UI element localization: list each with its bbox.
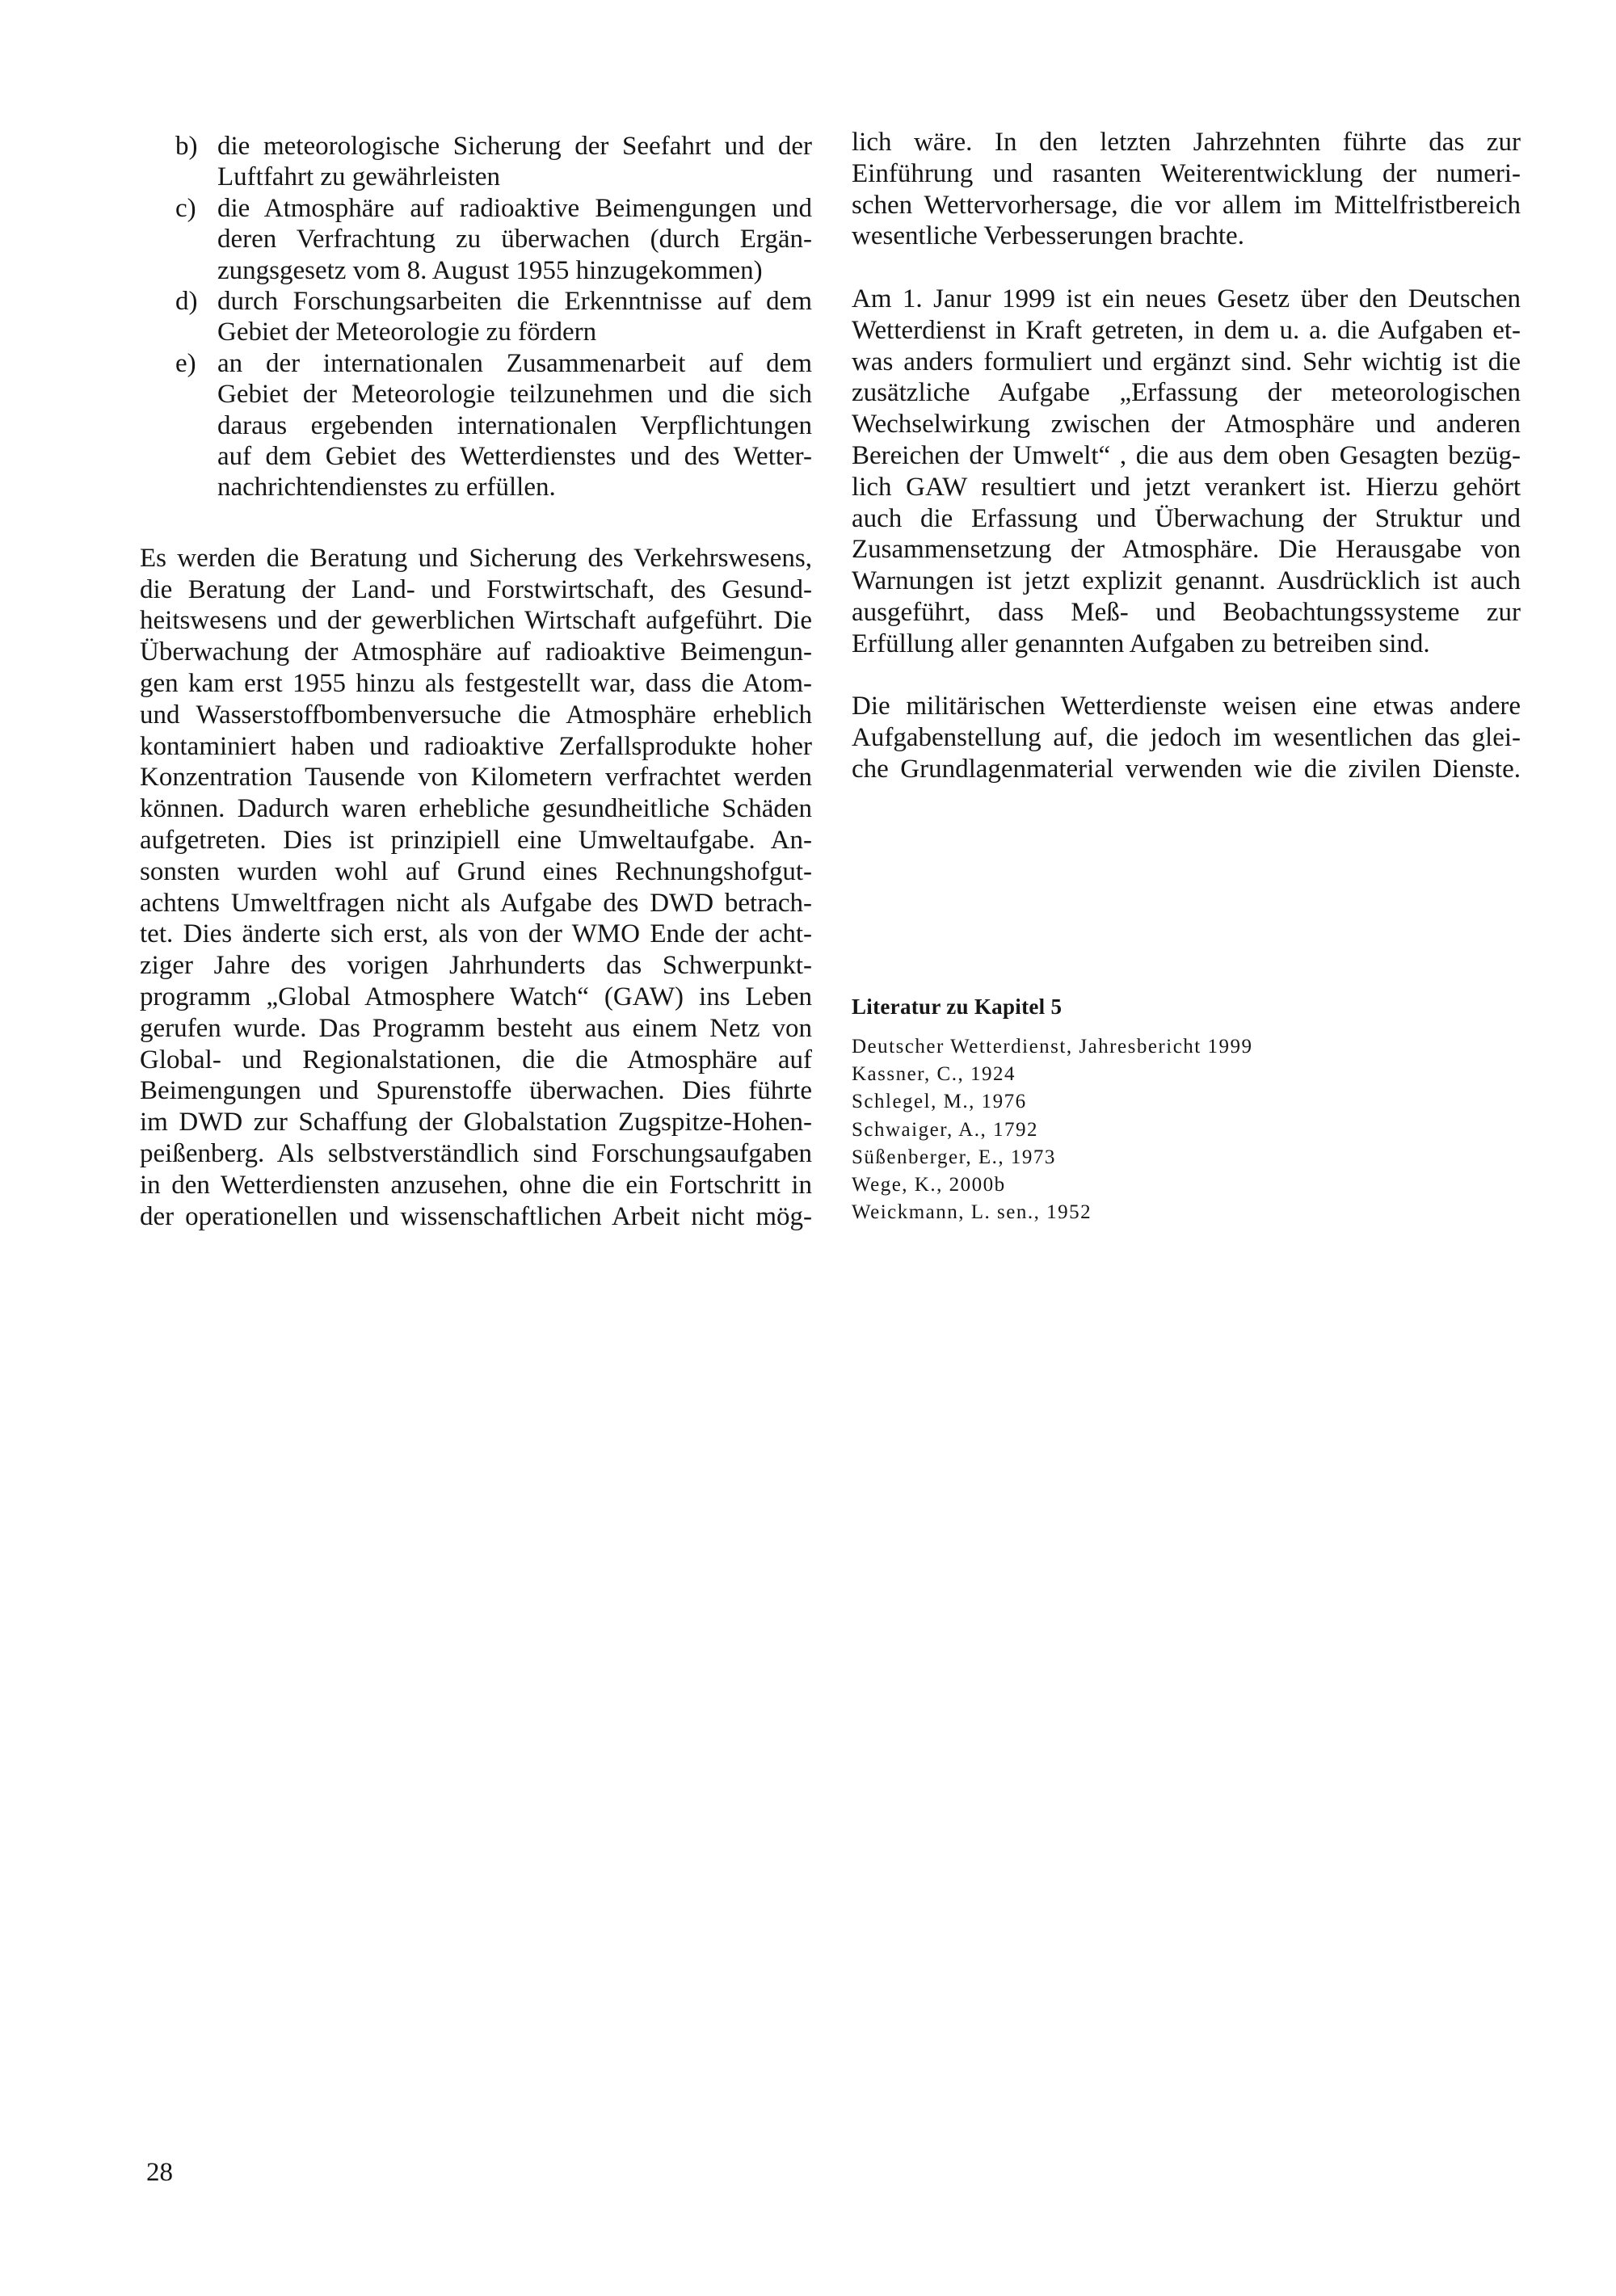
body-paragraph: [852, 284, 1521, 660]
body-paragraph: [852, 691, 1521, 784]
paragraph-line: zusätzliche Aufgabe „Erfassung der meteorologischen: [852, 378, 1521, 408]
paragraph-line: Global- und Regionalstationen, die die Atmosphäre auf: [140, 1045, 812, 1074]
paragraph-line: Es werden die Beratung und Sicherung des Verkehrswesens,: [140, 543, 812, 573]
paragraph-line: ziger Jahre des vorigen Jahrhunderts das Schwerpunkt-: [140, 951, 812, 981]
list-item-line: nachrichtendienstes zu erfüllen.: [217, 473, 556, 503]
list-item-label: e): [175, 348, 196, 378]
list-item-line: zungsgesetz vom 8. August 1955 hinzugekommen): [217, 255, 763, 285]
paragraph-line: Am 1. Janur 1999 ist ein neues Gesetz über den Deutschen: [852, 284, 1521, 313]
paragraph-line: auch die Erfassung und Überwachung der Struktur und: [852, 503, 1521, 533]
paragraph-line: wesentliche Verbesserungen brachte.: [852, 221, 1244, 251]
paragraph-line: Die militärischen Wetterdienste weisen eine etwas andere: [852, 692, 1521, 721]
paragraph-line: Konzentration Tausende von Kilometern verfrachtet werden: [140, 763, 812, 793]
list-item-line: durch Forschungsarbeiten die Erkenntnisse auf dem: [217, 287, 812, 317]
paragraph-line: sonsten wurden wohl auf Grund eines Rechnungshofgut-: [140, 856, 812, 886]
reference-item: Deutscher Wetterdienst, Jahresbericht 1999: [852, 1036, 1253, 1058]
list-item-line: auf dem Gebiet des Wetterdienstes und des Wetter-: [217, 442, 812, 472]
paragraph-line: Aufgabenstellung auf, die jedoch im wesentlichen das glei-: [852, 723, 1521, 753]
list-item-line: die meteorologische Sicherung der Seefahrt und der: [217, 132, 812, 161]
list-item-b: [140, 131, 812, 193]
paragraph-line: achtens Umweltfragen nicht als Aufgabe des DWD betrach-: [140, 888, 812, 918]
paragraph-line: heitswesens und der gewerblichen Wirtschaft aufgeführt. Die: [140, 606, 812, 636]
paragraph-line: Bereichen der Umwelt“ , die aus dem oben Gesagten bezüg-: [852, 440, 1521, 470]
task-list: [140, 131, 812, 503]
reference-item: Schwaiger, A., 1792: [852, 1118, 1038, 1141]
paragraph-line: in den Wetterdiensten anzusehen, ohne die ein Fortschritt in: [140, 1170, 812, 1200]
paragraph-line: Erfüllung aller genannten Aufgaben zu betreiben sind.: [852, 629, 1430, 658]
paragraph-line: lich GAW resultiert und jetzt verankert ist. Hierzu gehört: [852, 472, 1521, 502]
paragraph-line: Einführung und rasanten Weiterentwicklung der numeri-: [852, 158, 1521, 188]
paragraph-line: kontaminiert haben und radioaktive Zerfallsprodukte hoher: [140, 731, 812, 761]
paragraph-line: programm „Global Atmosphere Watch“ (GAW) ins Leben: [140, 982, 812, 1012]
paragraph-line: Wechselwirkung zwischen der Atmosphäre und anderen: [852, 410, 1521, 439]
paragraph-line: Zusammensetzung der Atmosphäre. Die Herausgabe von: [852, 535, 1521, 565]
paragraph-line: Wetterdienst in Kraft getreten, in dem u. a. die Aufgaben et-: [852, 315, 1521, 345]
reference-item: Süßenberger, E., 1973: [852, 1146, 1056, 1168]
body-paragraph: [140, 543, 812, 1233]
list-item-line: daraus ergebenden internationalen Verpflichtungen: [217, 410, 812, 440]
paragraph-line: tet. Dies änderte sich erst, als von der WMO Ende der acht-: [140, 919, 812, 949]
paragraph-line: Beimengungen und Spurenstoffe überwachen. Dies führte: [140, 1076, 812, 1106]
paragraph-line: gen kam erst 1955 hinzu als festgestellt war, dass die Atom-: [140, 669, 812, 699]
list-item-line: Gebiet der Meteorologie zu fördern: [217, 317, 597, 347]
paragraph-line: gerufen wurde. Das Programm besteht aus einem Netz von: [140, 1013, 812, 1043]
paragraph-line: können. Dadurch waren erhebliche gesundheitliche Schäden: [140, 794, 812, 824]
paragraph-line: lich wäre. In den letzten Jahrzehnten führte das zur: [852, 128, 1521, 157]
list-item-d: [140, 286, 812, 348]
reference-item: Wege, K., 2000b: [852, 1174, 1006, 1196]
paragraph-line: und Wasserstoffbombenversuche die Atmosphäre erheblich: [140, 700, 812, 730]
references-section: [852, 993, 1521, 1226]
paragraph-line: der operationellen und wissenschaftlichen Arbeit nicht mög-: [140, 1201, 812, 1231]
reference-item: Kassner, C., 1924: [852, 1063, 1016, 1086]
right-column: [852, 127, 1521, 785]
reference-item: Schlegel, M., 1976: [852, 1091, 1027, 1113]
references-heading: Literatur zu Kapitel 5: [852, 995, 1063, 1019]
reference-item: Weickmann, L. sen., 1952: [852, 1201, 1092, 1224]
list-item-line: Luftfahrt zu gewährleisten: [217, 162, 501, 192]
list-item-label: b): [175, 132, 198, 161]
left-column: [140, 131, 812, 1232]
paragraph-line: che Grundlagenmaterial verwenden wie die zivilen Dienste.: [852, 754, 1521, 784]
list-item-label: c): [175, 193, 196, 223]
paragraph-line: Überwachung der Atmosphäre auf radioaktive Beimengun-: [140, 637, 812, 667]
list-item-line: an der internationalen Zusammenarbeit auf dem: [217, 348, 812, 378]
list-item-line: deren Verfrachtung zu überwachen (durch Ergän-: [217, 225, 812, 254]
body-paragraph: [852, 127, 1521, 252]
list-item-e: [140, 348, 812, 503]
paragraph-line: peißenberg. Als selbstverständlich sind Forschungsaufgaben: [140, 1139, 812, 1169]
paragraph-line: schen Wettervorhersage, die vor allem im Mittelfristbereich: [852, 190, 1521, 220]
paragraph-line: Warnungen ist jetzt explizit genannt. Ausdrücklich ist auch: [852, 566, 1521, 596]
page-number: 28: [146, 2158, 173, 2187]
paragraph-line: ausgeführt, dass Meß- und Beobachtungssysteme zur: [852, 597, 1521, 627]
paragraph-line: aufgetreten. Dies ist prinzipiell eine Umweltaufgabe. An-: [140, 826, 812, 856]
list-item-line: Gebiet der Meteorologie teilzunehmen und die sich: [217, 380, 812, 410]
paragraph-line: im DWD zur Schaffung der Globalstation Zugspitze-Hohen-: [140, 1108, 812, 1137]
list-item-label: d): [175, 287, 198, 317]
list-item-line: die Atmosphäre auf radioaktive Beimengungen und: [217, 193, 812, 223]
paragraph-line: die Beratung der Land- und Forstwirtschaft, des Gesund-: [140, 574, 812, 604]
paragraph-line: was anders formuliert und ergänzt sind. Sehr wichtig ist die: [852, 347, 1521, 376]
list-item-c: [140, 193, 812, 286]
